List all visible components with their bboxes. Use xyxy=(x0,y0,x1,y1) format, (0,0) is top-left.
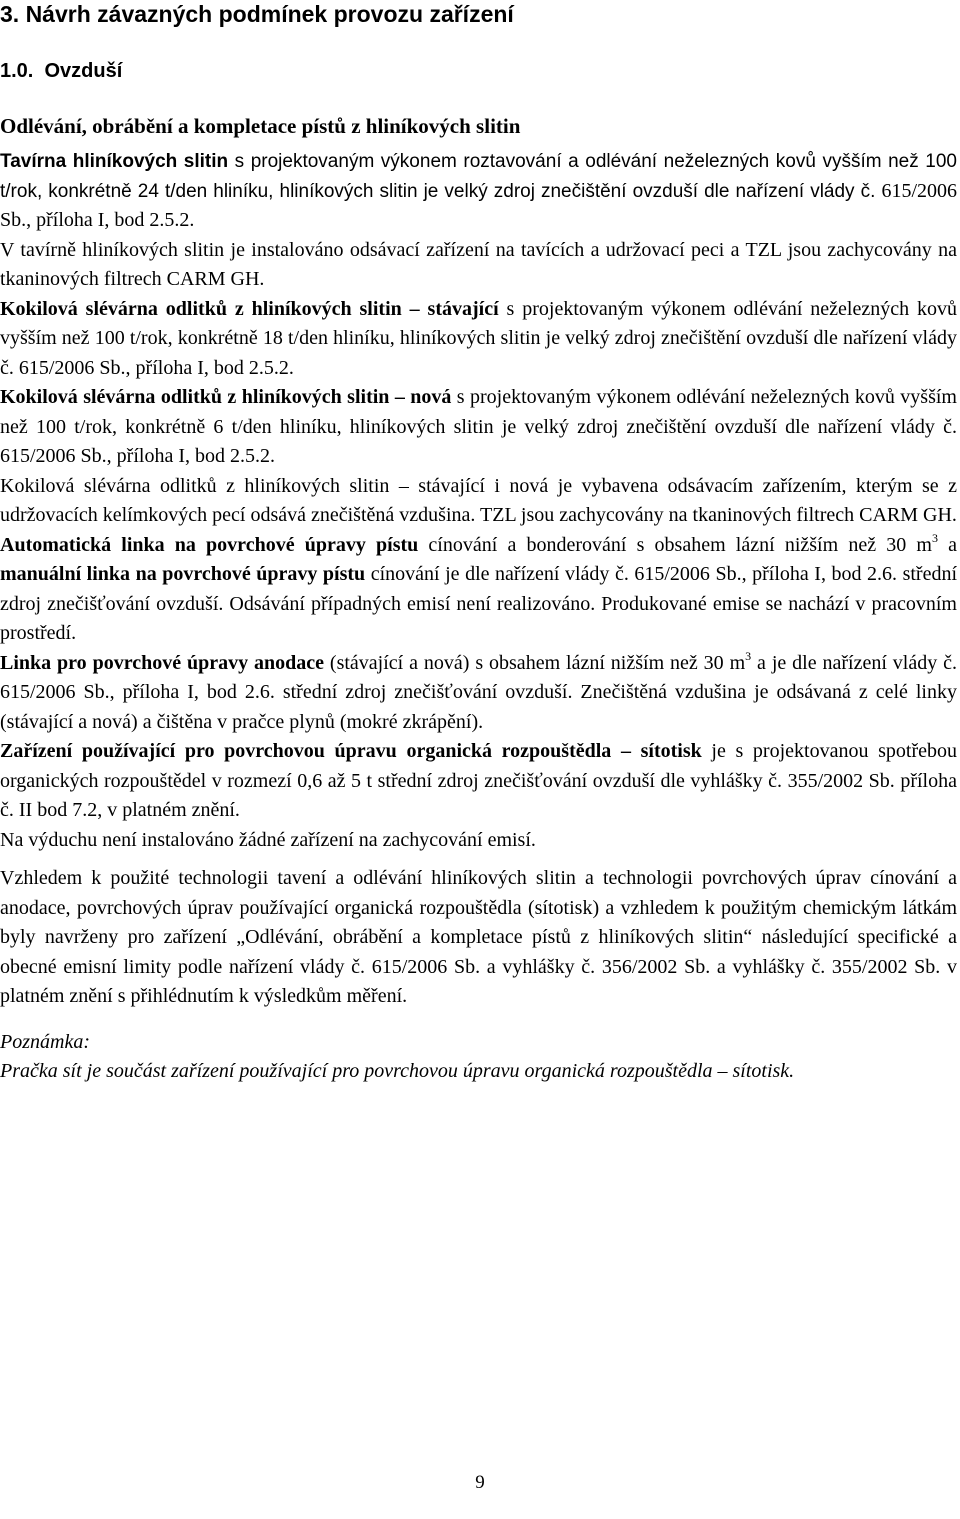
section-title: Ovzduší xyxy=(44,60,123,82)
paragraph-smelter xyxy=(0,147,957,236)
paragraph-smelter-title: Tavírna hliníkových slitin xyxy=(0,151,229,172)
paragraph-piston-lines xyxy=(0,531,957,649)
section-heading xyxy=(0,58,960,84)
spacer xyxy=(0,1012,957,1028)
paragraph-anodizing-title: Linka pro povrchové úpravy anodace xyxy=(0,651,325,674)
section-number: 1.0. xyxy=(0,60,34,82)
note-text: Pračka sít je součást zařízení používající pro povrchovou úpravu organická rozpouštědla – sítotisk. xyxy=(0,1060,795,1082)
paragraph-piston-text-3: cínování je dle nařízení vlády č. 615/2006 Sb., příloha I, bod 2.6. střední zdroj znečišťování ovzduší. Odsávání případných emisí není realizováno. Produkované emise se nachází v pracovním prostředí. xyxy=(0,563,958,644)
document-body xyxy=(0,147,957,1087)
paragraph-emission-limits: Vzhledem k použité technologii tavení a odlévání hliníkových slitin a technologii povrchových úprav cínování a anodace, povrchových úprav používající organická rozpouštědla (sítotisk) a vzhledem k použitým chemickým látkám byly navrženy pro zařízení „Odlévání, obrábění a kompletace pístů z hliníkových slitin“ následující specifické a obecné emisní limity podle nařízení vlády č. 615/2006 Sb. a vyhlášky č. 356/2002 Sb. a vyhlášky č. 355/2002 Sb. v platném znění s přihlédnutím k výsledkům měření. xyxy=(0,867,957,1007)
paragraph-smelter-tail: 615/2006 Sb., příloha I, bod 2.5.2. xyxy=(0,179,957,231)
paragraph-foundry-existing xyxy=(0,295,957,384)
paragraph-foundry-existing-text: s projektovaným výkonem odlévání neželezných kovů vyšším než 100 t/rok, konkrétně 18 t/den hliníku, hliníkových slitin je velký zdroj znečištění ovzduší dle nařízení vlády č. 615/2006 Sb., příloha I, bod 2.5.2. xyxy=(0,297,957,379)
paragraph-piston-auto-title: Automatická linka na povrchové úpravy pístu xyxy=(0,533,419,556)
paragraph-smelter-text: s projektovaným výkonem roztavování a odlévání neželezných kovů vyšším než 100 t/rok, konkrétně 24 t/den hliníku, hliníkových slitin je velký zdroj znečištění ovzduší dle nařízení vlády č. xyxy=(0,151,957,202)
paragraph-screen-printing xyxy=(0,737,957,826)
paragraph-anodizing xyxy=(0,649,957,738)
paragraph-piston-text-2: a xyxy=(937,533,957,556)
paragraph-foundry-new-title: Kokilová slévárna odlitků z hliníkových slitin – nová xyxy=(0,386,452,408)
paragraph-foundry-existing-title: Kokilová slévárna odlitků z hliníkových slitin – stávající xyxy=(0,297,499,320)
paragraph-anodizing-text-2: a je dle nařízení vlády č. 615/2006 Sb., příloha I, bod 2.6. střední zdroj znečišťování ovzduší. Znečištěná vzdušina je odsávaná z celé linky (stávající a nová) a čištěna v pračce plynů (mokré zkrápění). xyxy=(0,651,957,733)
paragraph-no-capture: Na výduchu není instalováno žádné zařízení na zachycování emisí. xyxy=(0,828,536,851)
spacer xyxy=(0,855,957,864)
paragraph-piston-manual-title: manuální linka na povrchové úpravy pístu xyxy=(0,563,366,585)
note-label: Poznámka: xyxy=(0,1030,90,1053)
paragraph-foundry-new-text: s projektovaným výkonem odlévání neželezných kovů vyšším než 100 t/rok, konkrétně 6 t/den hliníku, hliníkových slitin je velký zdroj znečištění ovzduší dle nařízení vlády č. 615/2006 Sb., příloha I, bod 2.5.2. xyxy=(0,386,957,467)
paragraph-anodizing-superscript: 3 xyxy=(745,648,752,663)
paragraph-screen-printing-title: Zařízení používající pro povrchovou úpravu organická rozpouštědla – sítotisk xyxy=(0,740,702,762)
chapter-heading: 3. Návrh závazných podmínek provozu zařízení xyxy=(0,1,514,27)
paragraph-foundry-new xyxy=(0,383,957,472)
paragraph-foundry-extraction: Kokilová slévárna odlitků z hliníkových slitin – stávající i nová je vybavena odsávacím zařízením, kterým se z udržovacích kelímkových pecí odsává znečištěná vzdušina. TZL jsou zachycovány na tkaninových filtrech CARM GH. xyxy=(0,474,957,526)
paragraph-piston-superscript: 3 xyxy=(931,530,938,545)
paragraph-piston-text-1: cínování a bonderování s obsahem lázní nižším než 30 m xyxy=(418,533,932,556)
paragraph-smelter-extraction: V tavírně hliníkových slitin je instalováno odsávací zařízení na tavících a udržovací peci a TZL jsou zachycovány na tkaninových filtrech CARM GH. xyxy=(0,238,957,290)
paragraph-anodizing-text-1: (stávající a nová) s obsahem lázní nižším než 30 m xyxy=(324,651,746,674)
paragraph-screen-printing-text: je s projektovanou spotřebou organických rozpouštědel v rozmezí 0,6 až 5 t střední zdroj znečišťování ovzduší dle vyhlášky č. 355/2002 Sb. příloha č. II bod 7.2, v platném znění. xyxy=(0,740,957,821)
subsection-heading: Odlévání, obrábění a kompletace pístů z hliníkových slitin xyxy=(0,114,521,138)
page-number: 9 xyxy=(475,1472,485,1493)
